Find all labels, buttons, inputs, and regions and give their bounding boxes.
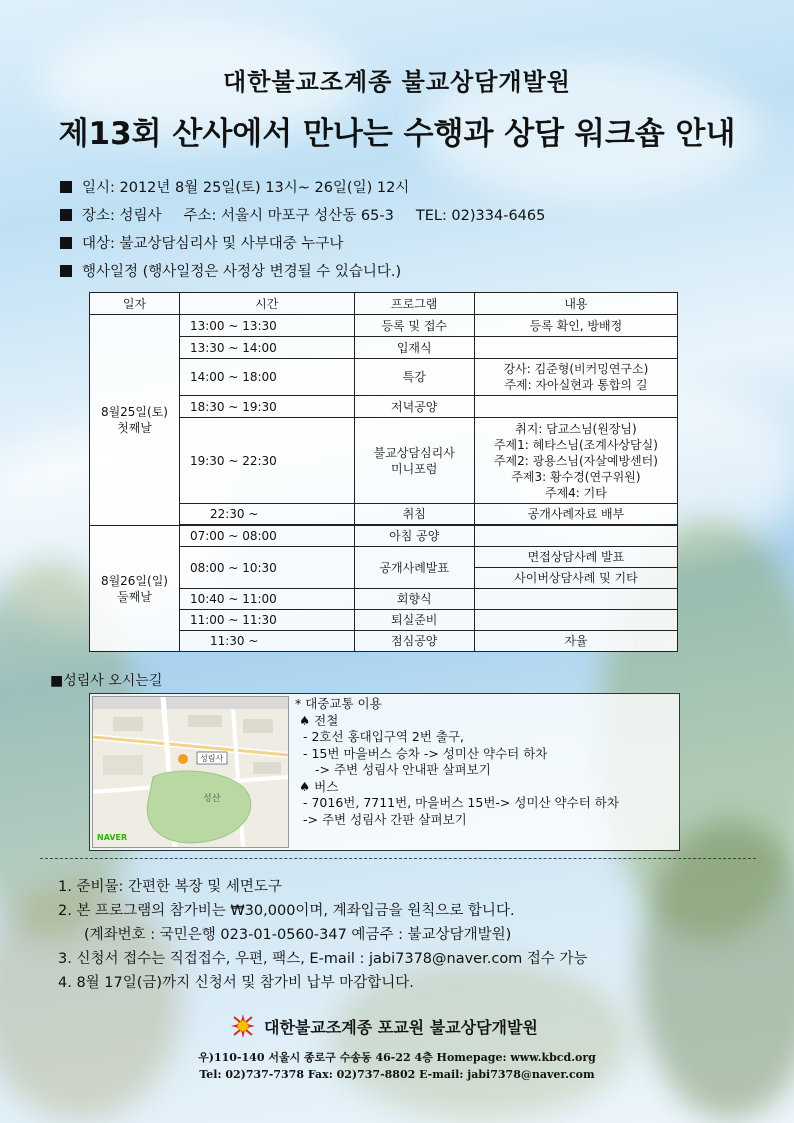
footer-contact: Tel: 02)737-7378 Fax: 02)737-8802 E-mail: jabi7378@naver.com — [199, 1068, 595, 1081]
day2-cell: 8월26일(일) 둘째날 — [90, 526, 180, 652]
location-map[interactable] — [92, 696, 289, 848]
organization-title: 대한불교조계종 불교상담개발원 — [223, 68, 571, 96]
map-label-temple: 성림사 — [200, 754, 224, 763]
directions-heading: ■성림사 오시는길 — [50, 673, 163, 689]
naver-logo: NAVER — [97, 833, 128, 842]
table-row: 08:00 ~ 10:30 공개사례발표 면접상담사례 발표 — [90, 547, 678, 568]
map-label-mountain: 성산 — [203, 794, 221, 804]
bullet-square-icon — [60, 209, 72, 221]
table-row: 8월25일(토) 첫째날 13:00 ~ 13:30 등록 및 접수 등록 확인, 방배정 — [90, 315, 678, 337]
schedule-table — [89, 292, 678, 652]
header-content: 내용 — [474, 293, 677, 315]
bullet-square-icon — [60, 265, 72, 277]
table-row: 19:30 ~ 22:30 불교상담심리사 미니포럼 취지: 담교스님(원장님) 주제1: 혜타스님(조계사상담실) 주제2: 광용스님(자살예방센터) 주제3: 황수경(연구위원) 주제4: 기타 — [90, 418, 678, 504]
table-row: 22:30 ~ 취침 공개사례자료 배부 — [90, 504, 678, 525]
page-title: 제13회 산사에서 만나는 수행과 상담 워크숍 안내 — [58, 116, 736, 152]
table-row: 14:00 ~ 18:00 특강 강사: 김준형(비커밍연구소) 주제: 자아실현과 통합의 길 — [90, 359, 678, 396]
directions-box — [89, 693, 680, 851]
header-program: 프로그램 — [354, 293, 474, 315]
org-logo-icon — [230, 1013, 256, 1039]
table-row: 사이버상담사례 및 기타 — [90, 568, 678, 589]
table-row: 11:30 ~ 점심공양 자율 — [90, 631, 678, 652]
footer-address: 우)110-140 서울시 종로구 수송동 46-22 4층 Homepage: www.kbcd.org — [198, 1051, 596, 1064]
info-target: 대상: 불교상담심리사 및 사부대중 누구나 — [60, 232, 760, 260]
note-item: 1. 준비물: 간편한 복장 및 세면도구 — [58, 879, 282, 895]
bullet-square-icon — [60, 237, 72, 249]
event-info — [60, 176, 760, 288]
dashed-divider — [40, 858, 756, 859]
info-place: 장소: 성림사 주소: 서울시 마포구 성산동 65-3 TEL: 02)334-6465 — [60, 204, 760, 232]
footer-org: 대한불교조계종 포교원 불교상담개발원 — [230, 1012, 538, 1040]
info-schedule-note: 행사일정 (행사일정은 사정상 변경될 수 있습니다.) — [60, 260, 760, 288]
table-row: 10:40 ~ 11:00 회향식 — [90, 589, 678, 610]
header-time: 시간 — [179, 293, 354, 315]
notes-list — [58, 875, 758, 995]
table-row: 13:30 ~ 14:00 입재식 — [90, 337, 678, 359]
table-row: 11:00 ~ 11:30 퇴실준비 — [90, 610, 678, 631]
day1-cell: 8월25일(토) 첫째날 — [90, 315, 180, 526]
note-item: 2. 본 프로그램의 참가비는 ₩30,000이며, 계좌입금을 원칙으로 합니다. — [58, 903, 515, 919]
note-item: 4. 8월 17일(금)까지 신청서 및 참가비 납부 마감합니다. — [58, 975, 414, 991]
header-day: 일자 — [90, 293, 180, 315]
note-item: (계좌번호 : 국민은행 023-01-0560-347 예금주 : 불교상담개발원) — [84, 927, 512, 943]
info-date: 일시: 2012년 8월 25일(토) 13시~ 26일(일) 12시 — [60, 176, 760, 204]
map-graphic — [93, 697, 288, 847]
table-row: 18:30 ~ 19:30 저녁공양 — [90, 396, 678, 418]
table-header-row — [90, 293, 678, 315]
bullet-square-icon — [60, 181, 72, 193]
table-row: 8월26일(일) 둘째날 07:00 ~ 08:00 아침 공양 — [90, 526, 678, 547]
transit-info: * 대중교통 이용 ♠ 전철 - 2호선 홍대입구역 2번 출구, - 15번 마을버스 승차 -> 성미산 약수터 하차 -> 주변 성림사 안내판 살펴보기 ♠ 버스 - 7016번, 7711번, 마을버스 15번-> 성미산 약수터 하차 -> 주변 성림사 간판 살펴보기 — [295, 696, 619, 827]
note-item: 3. 신청서 접수는 직접접수, 우편, 팩스, E-mail : jabi7378@naver.com 접수 가능 — [58, 951, 588, 967]
